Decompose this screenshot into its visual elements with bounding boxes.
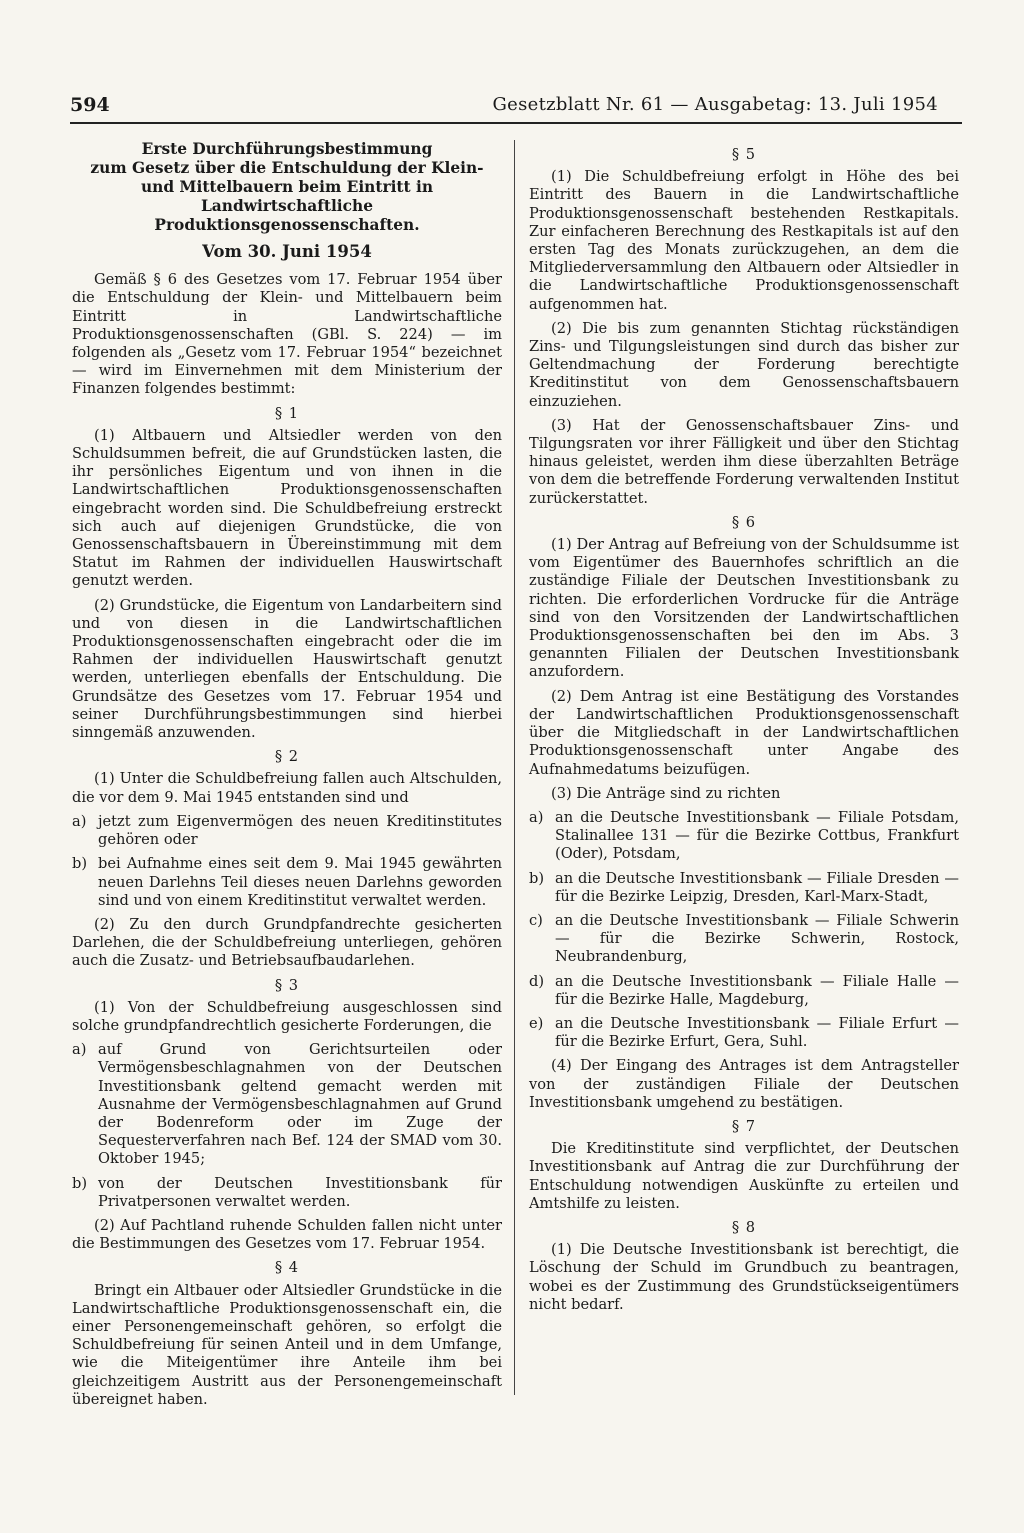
section-5-para-2: (2) Die bis zum genannten Stichtag rückständigen Zins- und Tilgungsleistungen sind durch das bisher zur Geltendmachung der Forderung berechtigte Kreditinstitut von dem Genossenschaftsbauern einzuziehen. bbox=[529, 319, 959, 410]
section-7-heading: § 7 bbox=[731, 1117, 757, 1135]
list-item-label: c) bbox=[529, 911, 543, 929]
list-item-label: a) bbox=[72, 1041, 87, 1059]
list-item bbox=[72, 813, 502, 849]
section-1-para-1: (1) Altbauern und Altsiedler werden von den Schuldsummen befreit, die auf Grundstücken lasten, die ihr persönliches Eigentum und von ihnen in die Landwirtschaftlichen Produktionsgenossenschaften eingebracht worden sind. Die Schuldbefreiung erstreckt sich auch auf diejenigen Grundstücke, die von Genossenschaftsbauern in Übereinstimmung mit dem Statut im Rahmen der individuellen Hauswirtschaft genutzt werden. bbox=[72, 426, 502, 590]
list-item-text: an die Deutsche Investitionsbank — Filiale Halle — für die Bezirke Halle, Magdeburg, bbox=[555, 972, 959, 1008]
section-6-heading: § 6 bbox=[731, 513, 757, 531]
list-item-text: an die Deutsche Investitionsbank — Filiale Dresden — für die Bezirke Leipzig, Dresden, Karl-Marx-Stadt, bbox=[555, 869, 959, 905]
title-line-1: Erste Durchführungsbestimmung bbox=[141, 140, 433, 158]
column-divider bbox=[514, 140, 515, 1395]
section-3-para-1: (1) Von der Schuldbefreiung ausgeschlossen sind solche grundpfandrechtlich gesicherte Forderungen, die bbox=[72, 998, 502, 1034]
list-item-text: bei Aufnahme eines seit dem 9. Mai 1945 gewährten neuen Darlehns Teil dieses neuen Darlehns geworden sind und von einem Kreditinstitut verwaltet werden. bbox=[98, 855, 502, 909]
list-item bbox=[529, 912, 959, 967]
list-item-label: e) bbox=[529, 1014, 544, 1032]
list-item bbox=[529, 973, 959, 1009]
section-1-para-2: (2) Grundstücke, die Eigentum von Landarbeitern sind und von diesen in die Landwirtschaftlichen Produktionsgenossenschaften eingebracht oder die im Rahmen der individuellen Hauswirtschaft genutzt werden, unterliegen ebenfalls der Entschuldung. Die Grundsätze des Gesetzes vom 17. Februar 1954 und seiner Durchführungsbestimmungen sind hierbei sinngemäß anzuwenden. bbox=[72, 596, 502, 742]
list-item-label: b) bbox=[72, 1174, 88, 1192]
section-5-heading: § 5 bbox=[731, 146, 757, 163]
regulation-title bbox=[72, 140, 502, 235]
list-item bbox=[529, 1015, 959, 1051]
list-item bbox=[529, 870, 959, 906]
section-6-para-2: (2) Dem Antrag ist eine Bestätigung des Vorstandes der Landwirtschaftlichen Produktionsgenossenschaft über die Mitgliedschaft in der Landwirtschaftlichen Produktionsgenossenschaft unter Angabe des Aufnahmedatums beizufügen. bbox=[529, 687, 959, 778]
section-2-heading: § 2 bbox=[274, 748, 300, 766]
section-5-para-3: (3) Hat der Genossenschaftsbauer Zins- und Tilgungsraten vor ihrer Fälligkeit und über den Stichtag hinaus geleistet, werden ihm diese überzahlten Beträge von dem die betreffende Forderung verwaltenden Institut zurückerstattet. bbox=[529, 416, 959, 507]
section-1-heading: § 1 bbox=[274, 404, 300, 422]
list-item bbox=[529, 809, 959, 864]
section-8-para-1: (1) Die Deutsche Investitionsbank ist berechtigt, die Löschung der Schuld im Grundbuch zu beantragen, wobei es der Zustimmung des Grundstückseigentümers nicht bedarf. bbox=[529, 1241, 959, 1313]
list-item-label: b) bbox=[72, 855, 88, 873]
list-item-text: an die Deutsche Investitionsbank — Filiale Erfurt — für die Bezirke Erfurt, Gera, Suhl. bbox=[555, 1014, 959, 1051]
list-item-label: b) bbox=[529, 869, 545, 887]
list-item-label: a) bbox=[529, 808, 544, 826]
section-7-para-1: Die Kreditinstitute sind verpflichtet, der Deutschen Investitionsbank auf Antrag die zur Durchführung der Entschuldung notwendigen Auskünfte zu erteilen und Amtshilfe zu leisten. bbox=[529, 1140, 959, 1212]
section-2-para-2: (2) Zu den durch Grundpfandrechte gesicherten Darlehen, die der Schuldbefreiung unterliegen, gehören auch die Zusatz- und Betriebsaufbaudarlehen. bbox=[72, 915, 502, 970]
list-item-label: a) bbox=[72, 812, 87, 830]
right-column bbox=[529, 140, 959, 1320]
page-number: 594 bbox=[70, 94, 110, 116]
section-6-para-3: (3) Die Anträge sind zu richten bbox=[551, 784, 781, 802]
list-item bbox=[72, 1041, 502, 1168]
section-6-para-4: (4) Der Eingang des Antrages ist dem Antragsteller von der zuständigen Filiale der Deutschen Investitionsbank umgehend zu bestätigen. bbox=[529, 1057, 959, 1111]
list-item-text: an die Deutsche Investitionsbank — Filiale Potsdam, Stalinallee 131 — für die Bezirke Cottbus, Frankfurt (Oder), Potsdam, bbox=[555, 808, 959, 863]
gazette-title: Gesetzblatt Nr. 61 — Ausgabetag: 13. Juli 1954 bbox=[492, 94, 938, 115]
list-item-text: auf Grund von Gerichtsurteilen oder Vermögensbeschlagnahmen von der Deutschen Investitionsbank geltend gemacht werden mit Ausnahme der Vermögensbeschlagnahmen auf Grund der Bodenreform oder im Zuge der Sequesterverfahren nach Bef. 124 der SMAD vom 30. Oktober 1945; bbox=[98, 1041, 502, 1168]
page-header bbox=[70, 92, 962, 124]
regulation-date: Vom 30. Juni 1954 bbox=[202, 242, 372, 261]
list-item-text: an die Deutsche Investitionsbank — Filiale Schwerin — für die Bezirke Schwerin, Rostock, Neubrandenburg, bbox=[555, 911, 959, 966]
list-item-text: jetzt zum Eigenvermögen des neuen Kreditinstitutes gehören oder bbox=[98, 812, 502, 849]
preamble: Gemäß § 6 des Gesetzes vom 17. Februar 1954 über die Entschuldung der Klein- und Mittelbauern beim Eintritt in Landwirtschaftliche Produktionsgenossenschaften (GBl. S. 224) — im folgenden als „Gesetz vom 17. Februar 1954“ bezeichnet — wird im Einvernehmen mit dem Ministerium der Finanzen folgendes bestimmt: bbox=[72, 271, 502, 398]
section-5-para-1: (1) Die Schuldbefreiung erfolgt in Höhe des bei Eintritt des Bauern in die Landwirtschaftliche Produktionsgenossenschaft bestehenden Restkapitals. Zur einfacheren Berechnung des Restkapitals ist auf den ersten Tag des Monats zurückzugehen, an dem die Mitgliederversammlung den Altbauern oder Altsiedler in die Landwirtschaftliche Produktionsgenossenschaft aufgenommen hat. bbox=[529, 168, 959, 313]
section-3-heading: § 3 bbox=[274, 976, 300, 994]
title-line-2: zum Gesetz über die Entschuldung der Klein- und Mittelbauern beim Eintritt in Landwirtschaftliche Produktionsgenossenschaften. bbox=[90, 159, 484, 234]
section-6-para-1: (1) Der Antrag auf Befreiung von der Schuldsumme ist vom Eigentümer des Bauernhofes schriftlich an die zuständige Filiale der Deutschen Investitionsbank zu richten. Die erforderlichen Vordrucke für die Anträge sind von den Vorsitzenden der Landwirtschaftlichen Produktionsgenossenschaften bei den im Abs. 3 genannten Filialen der Deutschen Investitionsbank anzufordern. bbox=[529, 536, 959, 681]
section-2-para-1: (1) Unter die Schuldbefreiung fallen auch Altschulden, die vor dem 9. Mai 1945 entstanden sind und bbox=[72, 770, 502, 806]
section-8-heading: § 8 bbox=[731, 1218, 757, 1236]
list-item-text: von der Deutschen Investitionsbank für Privatpersonen verwaltet werden. bbox=[98, 1174, 502, 1210]
section-3-para-2: (2) Auf Pachtland ruhende Schulden fallen nicht unter die Bestimmungen des Gesetzes vom 17. Februar 1954. bbox=[72, 1216, 502, 1253]
list-item bbox=[72, 1175, 502, 1211]
list-item-label: d) bbox=[529, 972, 545, 990]
left-column bbox=[72, 140, 502, 1415]
section-4-para-1: Bringt ein Altbauer oder Altsiedler Grundstücke in die Landwirtschaftliche Produktionsgenossenschaft ein, die einer Personengemeinschaft gehören, so erfolgt die Schuldbefreiung für seinen Anteil und in dem Umfange, wie die Miteigentümer ihre Anteile ihm bei gleichzeitigem Austritt aus der Personengemeinschaft übereignet haben. bbox=[72, 1281, 502, 1408]
list-item bbox=[72, 855, 502, 910]
section-4-heading: § 4 bbox=[274, 1259, 300, 1277]
